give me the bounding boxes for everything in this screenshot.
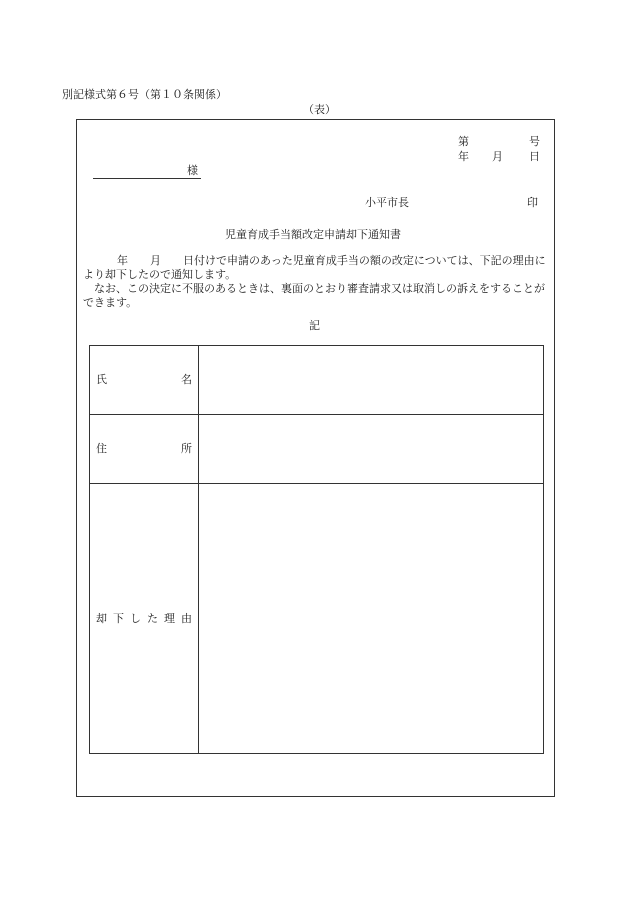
side-label: （表） (303, 103, 336, 116)
addressee-name-line (93, 178, 201, 179)
address-value-cell[interactable] (200, 417, 541, 481)
date-day-label: 日 (529, 150, 540, 163)
date-year-label: 年 (458, 150, 469, 163)
name-value-cell[interactable] (200, 348, 541, 412)
body-month-label: 月 (150, 254, 161, 267)
label-char: 名 (181, 373, 192, 386)
notice-title: 児童育成手当額改定申請却下通知書 (225, 228, 401, 241)
label-char: 下 (113, 612, 124, 625)
label-char: た (147, 612, 158, 625)
date-month-label: 月 (492, 150, 503, 163)
table-row-divider (90, 483, 543, 484)
label-char: し (130, 612, 141, 625)
row-label-address (96, 442, 192, 456)
seal-mark: 印 (527, 196, 538, 209)
doc-number-suffix: 号 (529, 135, 540, 148)
body-paragraph-1-text: 日付けで申請のあった児童育成手当の額の改定については、下記の理由により却下したので通知します。 (83, 254, 546, 281)
row-label-rejection-reason (96, 612, 192, 626)
addressee-honorific: 様 (187, 164, 198, 177)
body-paragraph-2: なお、この決定に不服のあるときは、裏面のとおり審査請求又は取消しの訴えをすることができます。 (83, 282, 545, 309)
label-char: 由 (181, 612, 192, 625)
form-number: 別記様式第６号（第１０条関係） (62, 88, 227, 101)
body-year-label: 年 (117, 254, 128, 267)
body-paragraph-1 (83, 254, 549, 282)
label-char: 理 (164, 612, 175, 625)
details-table (89, 345, 544, 754)
notice-body (83, 254, 549, 310)
label-char: 住 (96, 442, 107, 455)
label-char: 所 (181, 442, 192, 455)
doc-number-label: 第 (458, 135, 469, 148)
rejection-reason-value-cell[interactable] (200, 486, 541, 750)
issuer-name: 小平市長 (365, 196, 409, 209)
row-label-name (96, 373, 192, 387)
table-row-divider (90, 414, 543, 415)
ki-heading: 記 (309, 319, 320, 332)
table-column-divider (198, 346, 199, 753)
label-char: 却 (96, 612, 107, 625)
label-char: 氏 (96, 373, 107, 386)
